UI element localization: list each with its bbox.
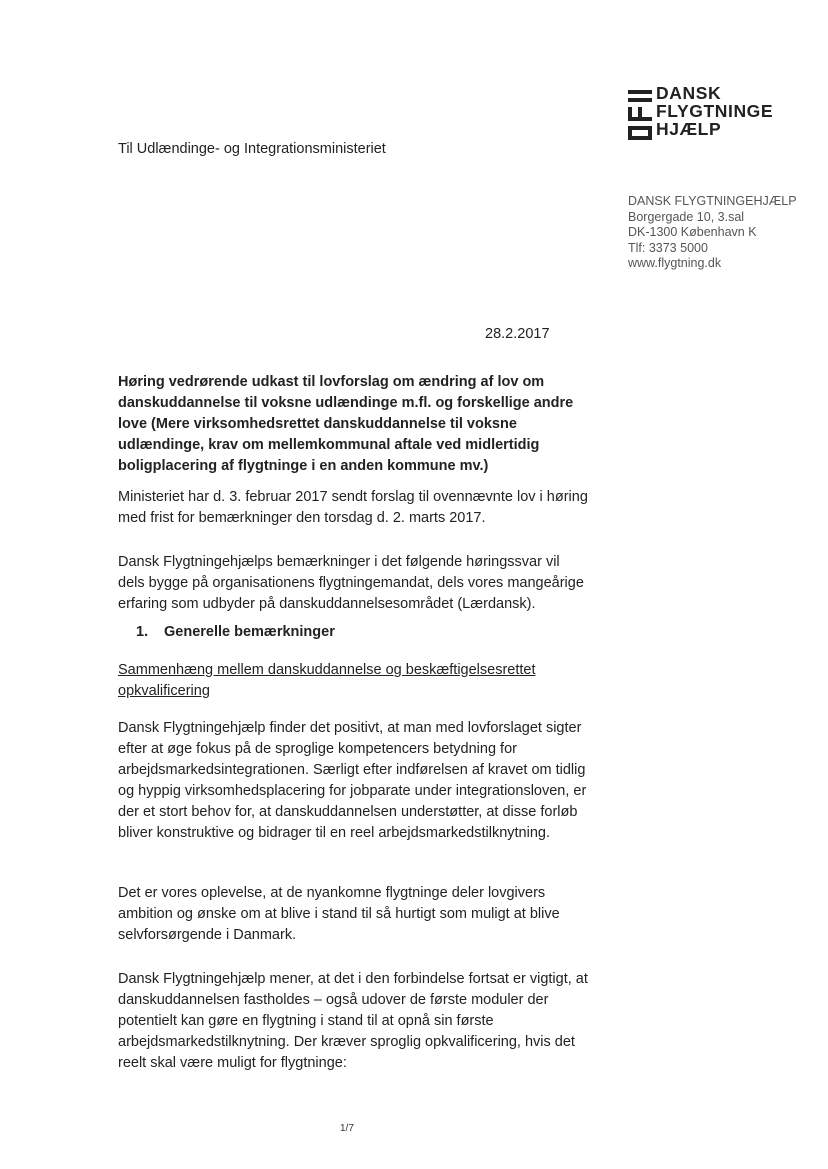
recipient-line: Til Udlændinge- og Integrationsministeriet	[118, 141, 386, 157]
sender-address	[628, 194, 797, 272]
address-website: www.flygtning.dk	[628, 256, 722, 271]
section-heading	[136, 624, 335, 640]
organization-logo	[628, 84, 778, 146]
paragraph-5: Dansk Flygtningehjælp mener, at det i den forbindelse fortsat er vigtigt, at danskuddannelsen fastholdes – også udover de første moduler der potentielt kan gøre en flygtning i stand til at opnå sin første arbejdsmarkedstilknytning. Der kræver sproglig opkvalificering, hvis det reelt skal være muligt for flygtninge:	[118, 971, 588, 1071]
letter-subject: Høring vedrørende udkast til lovforslag om ændring af lov om danskuddannelse til voksne udlændinge m.fl. og forskellige andre love (Mere virksomhedsrettet danskuddannelse til voksne udlændinge, krav om mellemkommunal aftale ved midlertidig boligplacering af flygtninge i en anden kommune mv.)	[118, 374, 574, 474]
logo-line-2: FLYGTNINGE	[656, 101, 774, 121]
section-title: Generelle bemærkninger	[164, 624, 335, 640]
page-number: 1/7	[340, 1123, 354, 1134]
address-street: Borgergade 10, 3.sal	[628, 209, 745, 224]
paragraph-2: Dansk Flygtningehjælps bemærkninger i det følgende høringssvar vil dels bygge på organisationens flygtningemandat, dels vores mangeårige erfaring som udbyder på danskuddannelsesområdet (Lærdansk).	[118, 554, 584, 612]
paragraph-4: Det er vores oplevelse, at de nyankomne flygtninge deler lovgivers ambition og ønske om at blive i stand til så hurtigt som muligt at blive selvforsørgende i Danmark.	[118, 885, 560, 943]
paragraph-3: Dansk Flygtningehjælp finder det positivt, at man med lovforslaget sigter efter at øge fokus på de sproglige kompetencers betydning for arbejdsmarkedsintegrationen. Særligt efter indførelsen af kravet om tidlig og hyppig virksomhedsplacering for jobparate under integrationsloven, er der et stort behov for, at danskuddannelsen understøtter, at disse forløb bliver konstruktive og bidrager til en reel arbejdsmarkedstilknytning.	[118, 720, 587, 841]
section-number: 1.	[136, 624, 149, 640]
address-org: DANSK FLYGTNINGEHJÆLP	[628, 194, 797, 208]
letter-date: 28.2.2017	[485, 326, 550, 342]
address-city: DK-1300 København K	[628, 225, 757, 240]
logo-line-1: DANSK	[656, 83, 722, 103]
paragraph-1: Ministeriet har d. 3. februar 2017 sendt forslag til ovennævnte lov i høring med frist for bemærkninger den torsdag d. 2. marts 2017.	[118, 489, 588, 526]
logo-wordmark	[656, 84, 773, 138]
subheading: Sammenhæng mellem danskuddannelse og beskæftigelsesrettet opkvalificering	[118, 662, 536, 699]
address-phone: Tlf: 3373 5000	[628, 240, 708, 255]
dfh-logo-icon	[628, 88, 652, 142]
logo-line-3: HJÆLP	[656, 119, 722, 139]
